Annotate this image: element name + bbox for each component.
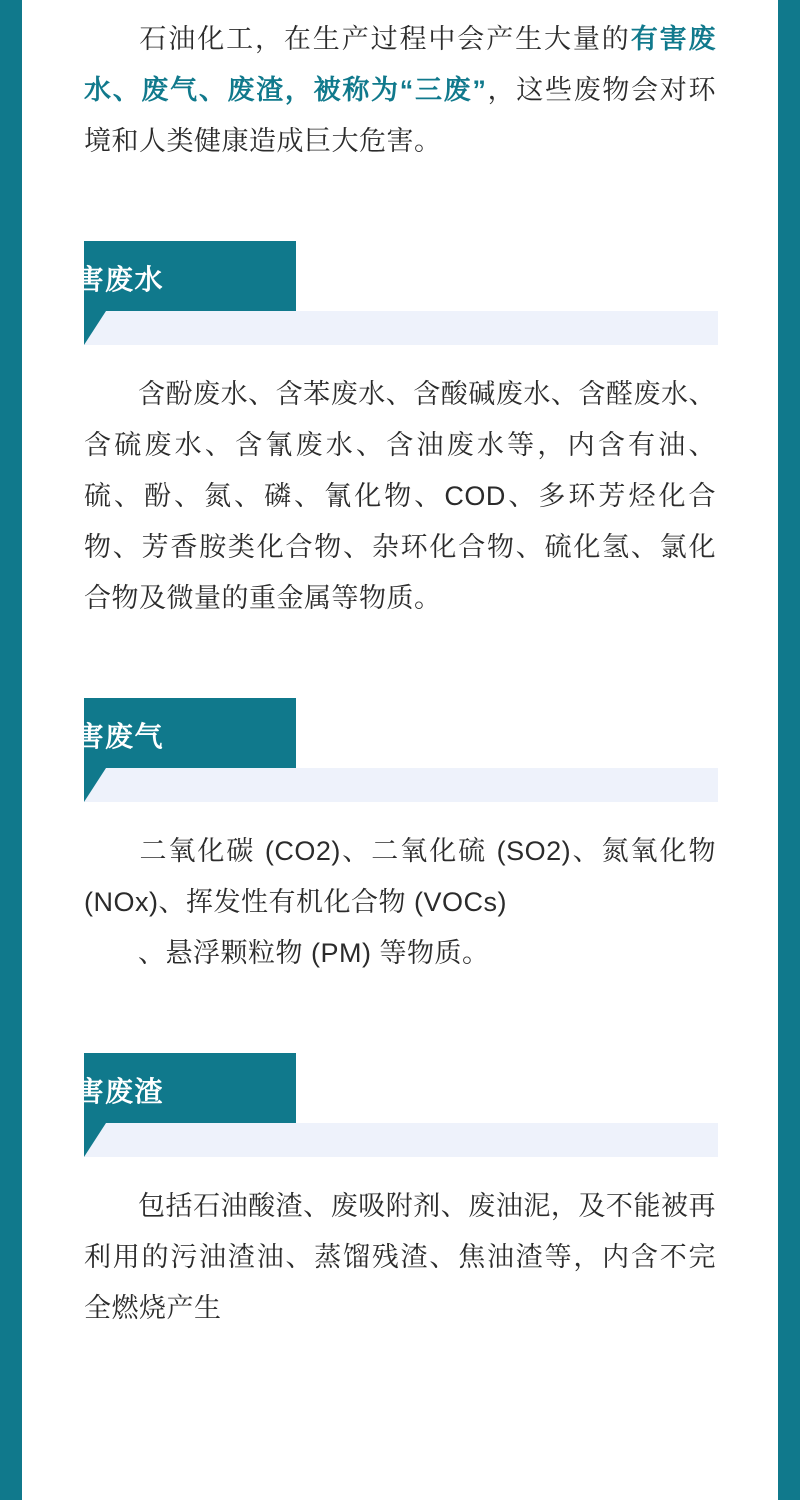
section-body-text: 包括石油酸渣、废吸附剂、废油泥，及不能被再利用的污油渣油、蒸馏残渣、焦油渣等，内含不完全燃烧产生 <box>84 1191 716 1323</box>
section-body-text: 二氧化碳 (CO2)、二氧化硫 (SO2)、氮氧化物 (NOx)、挥发性有机化合物 (VOCs) <box>84 836 716 917</box>
content-column <box>22 0 778 1500</box>
intro-part-b: ，这些废物会对环境和人类健康 <box>84 75 717 156</box>
section-header-wastewater <box>22 241 778 345</box>
intro-paragraph <box>22 0 778 167</box>
section-strip <box>84 768 718 802</box>
intro-lead: 石油化工，在生产过程中会产生大 <box>138 24 573 54</box>
right-accent-bar <box>778 0 800 1500</box>
intro-part-c: 造成巨大危害。 <box>249 126 442 156</box>
left-accent-bar <box>0 0 22 1500</box>
section-strip <box>84 311 718 345</box>
section-body-extra-text: 、悬浮颗粒物 (PM) 等物质。 <box>138 938 490 968</box>
section-body-wasteresidue <box>22 1181 778 1334</box>
section-body-text: 含酚废水、含苯废水、含酸碱废水、含醛废水、含硫废水、含氰废水、含油废水等，内含有油、硫、酚、氮、磷、氰化物、COD、多环芳烃化合物、芳香胺类化合物、杂环化合物、硫化氢、氯化合物及微量的重金属等物质。 <box>84 379 716 613</box>
section-tag-label: 有害废水 <box>46 264 165 295</box>
section-tag-label: 有害废气 <box>46 721 165 752</box>
section-tag-label: 有害废渣 <box>46 1076 165 1107</box>
section-strip <box>84 1123 718 1157</box>
section-body-wastewater <box>22 369 778 624</box>
section-tag-notch-icon <box>84 1123 106 1157</box>
section-tag-notch-icon <box>84 768 106 802</box>
intro-highlight-1: 有害废水、废气、废渣，被称为 <box>84 24 717 105</box>
intro-highlight-2: “三废” <box>399 75 487 105</box>
section-header-wasteresidue <box>22 1053 778 1157</box>
section-tag-notch-icon <box>84 311 106 345</box>
intro-part-a: 量的 <box>572 24 631 54</box>
section-header-wastegas <box>22 698 778 802</box>
section-body-wastegas <box>22 826 778 928</box>
section-body-wastegas-extra <box>22 928 778 979</box>
